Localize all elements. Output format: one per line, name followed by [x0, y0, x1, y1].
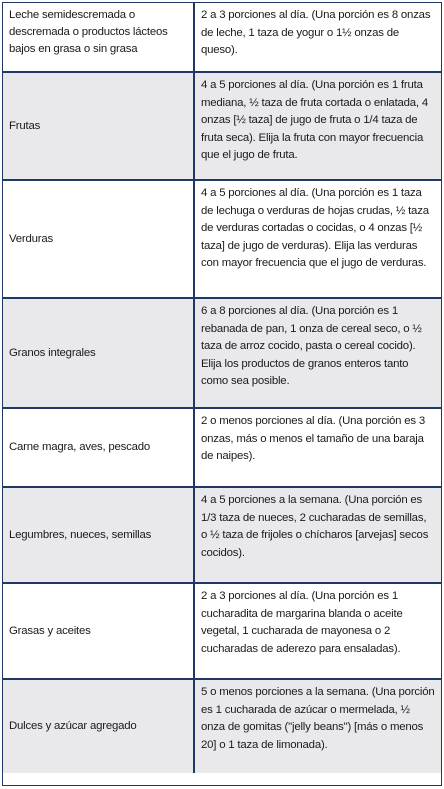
table-row [3, 3, 441, 73]
table-row [3, 181, 441, 299]
food-group-cell: Carne magra, aves, pescado [3, 409, 195, 486]
table-row [3, 584, 441, 680]
food-group-cell: Legumbres, nueces, semillas [3, 488, 195, 582]
table-row [3, 680, 441, 773]
servings-cell: 6 a 8 porciones al día. (Una porción es 1 rebanada de pan, 1 onza de cereal seco, o ½ taza de arroz cocido, pasta o cereal cocido). Elija los productos de granos enteros tanto como sea posible. [201, 305, 422, 388]
table-row [3, 299, 441, 409]
servings-cell: 4 a 5 porciones a la semana. (Una porción es 1/3 taza de nueces, 2 cucharadas de semillas, o ½ taza de frijoles o chícharos [arvejas] secos cocidos). [201, 494, 429, 559]
servings-cell: 2 o menos porciones al día. (Una porción es 3 onzas, más o menos el tamaño de una baraja de naipes). [201, 415, 426, 463]
servings-cell: 2 a 3 porciones al día. (Una porción es 1 cucharadita de margarina blanda o aceite vegetal, 1 cucharada de mayonesa o 2 cucharadas de aderezo para ensaladas). [201, 590, 403, 655]
table-row [3, 73, 441, 181]
food-group-cell: Frutas [3, 73, 195, 179]
food-group-cell: Granos integrales [3, 299, 195, 407]
nutrition-servings-table [2, 2, 442, 786]
table-row [3, 409, 441, 488]
servings-cell: 4 a 5 porciones al día. (Una porción es 1 taza de lechuga o verduras de hojas crudas, ½ taza de verduras cortadas o cocidas, o 4 onzas [½ taza] de jugo de verduras). Elija las verduras con mayor frecuencia que el jugo de verduras. [201, 187, 429, 270]
servings-cell: 2 a 3 porciones al día. (Una porción es 8 onzas de leche, 1 taza de yogur o 1½ onzas de queso). [201, 9, 431, 57]
food-group-cell: Grasas y aceites [3, 584, 195, 678]
food-group-cell: Dulces y azúcar agregado [3, 680, 195, 773]
food-group-cell: Verduras [3, 181, 195, 297]
food-group-cell: Leche semidescremada o descremada o productos lácteos bajos en grasa o sin grasa [3, 3, 195, 71]
servings-cell: 4 a 5 porciones al día. (Una porción es 1 fruta mediana, ½ taza de fruta cortada o enlatada, 4 onzas [½ taza] de jugo de fruta o 1/4 taza de fruta seca). Elija la fruta con mayor frecuencia que el jugo de fruta. [201, 79, 429, 162]
table-row [3, 488, 441, 584]
servings-cell: 5 o menos porciones a la semana. (Una porción es 1 cucharada de azúcar o mermelada, ½ onza de gomitas ("jelly beans") [más o menos 20] o 1 taza de limonada). [201, 686, 435, 751]
